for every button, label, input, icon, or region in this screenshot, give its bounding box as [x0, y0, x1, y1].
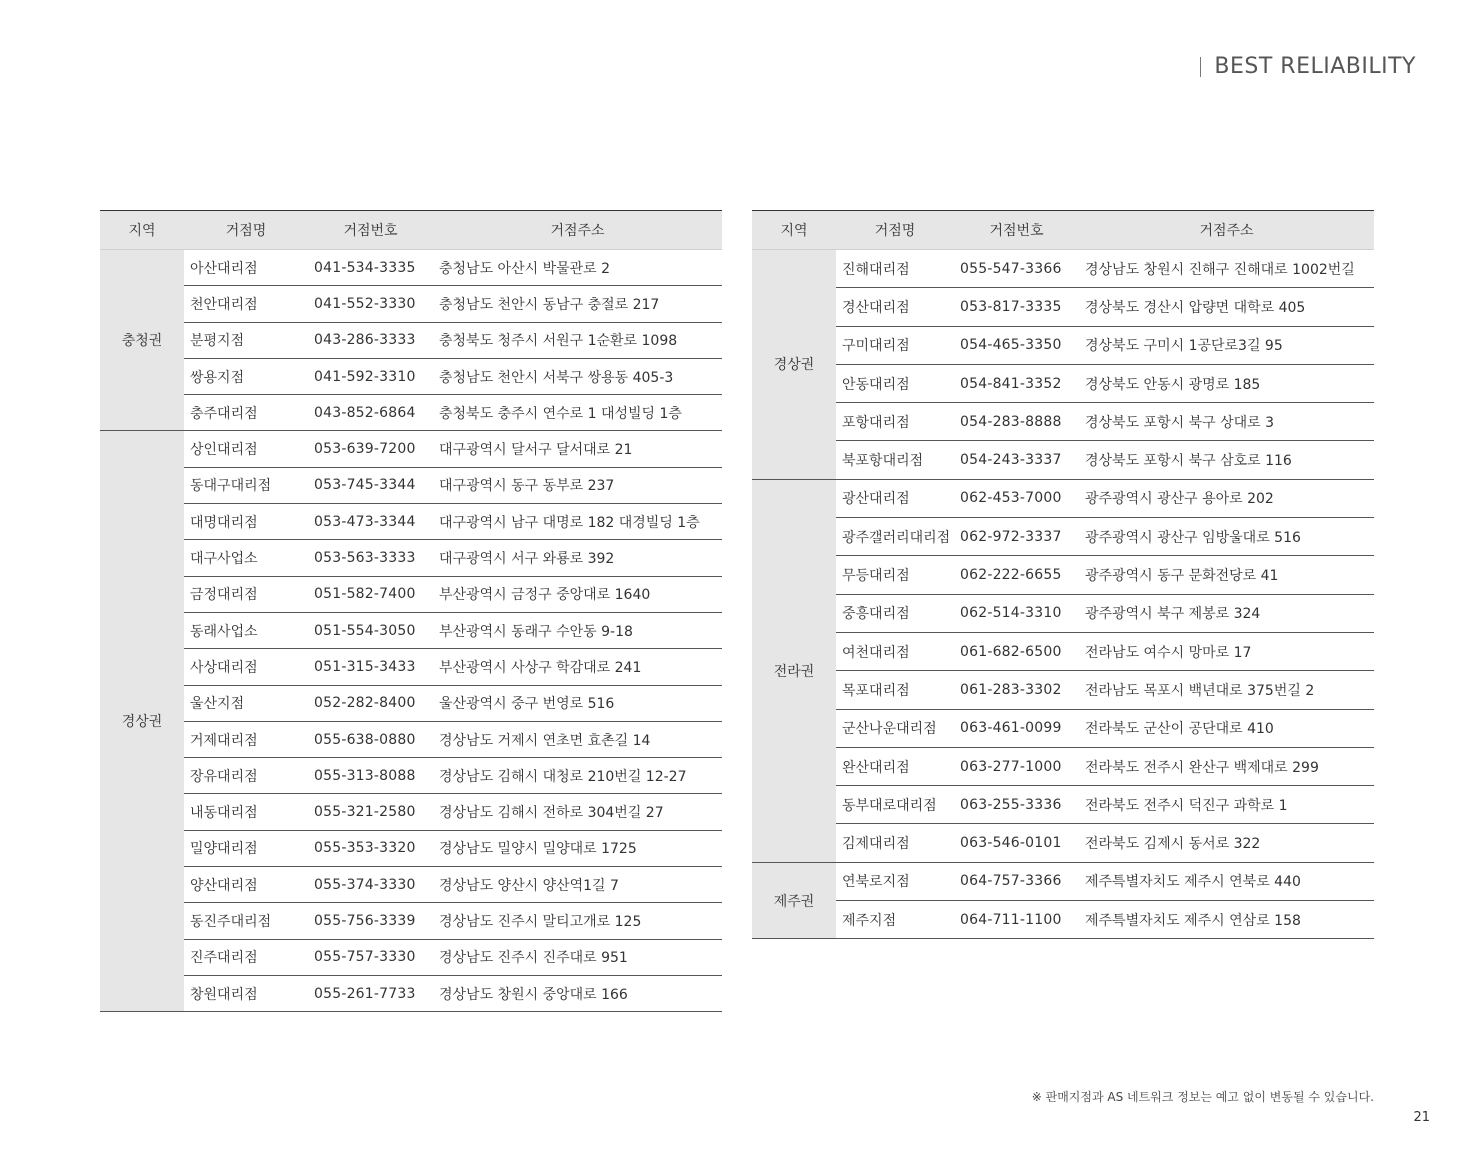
branch-phone-cell: 051-582-7400 — [308, 576, 433, 612]
branch-address-cell: 경상북도 포항시 북구 삼호로 116 — [1079, 441, 1374, 479]
branch-phone-cell: 055-261-7733 — [308, 975, 433, 1011]
branch-address-cell: 충청북도 충주시 연수로 1 대성빌딩 1층 — [433, 395, 722, 431]
column-header-phone: 거점번호 — [308, 211, 433, 250]
table-header-row — [752, 211, 1374, 250]
branch-name-cell: 천안대리점 — [184, 286, 308, 322]
branch-table-right — [752, 210, 1374, 939]
region-cell: 경상권 — [752, 250, 836, 480]
branch-phone-cell: 052-282-8400 — [308, 685, 433, 721]
branch-address-cell: 경상남도 밀양시 밀양대로 1725 — [433, 830, 722, 866]
branch-phone-cell: 055-313-8088 — [308, 758, 433, 794]
table-row — [100, 830, 722, 866]
branch-phone-cell: 054-243-3337 — [954, 441, 1079, 479]
branch-address-cell: 충청남도 천안시 서북구 쌍용동 405-3 — [433, 358, 722, 394]
table-row — [100, 794, 722, 830]
table-row — [752, 862, 1374, 900]
table-body — [752, 250, 1374, 939]
branch-name-cell: 동대구대리점 — [184, 467, 308, 503]
branch-name-cell: 완산대리점 — [836, 747, 954, 785]
branch-name-cell: 동부대로대리점 — [836, 786, 954, 824]
branch-phone-cell: 043-852-6864 — [308, 395, 433, 431]
table-row — [100, 649, 722, 685]
table-row — [752, 594, 1374, 632]
branch-phone-cell: 061-283-3302 — [954, 671, 1079, 709]
table-row — [752, 709, 1374, 747]
region-cell: 경상권 — [100, 431, 184, 1012]
branch-phone-cell: 063-255-3336 — [954, 786, 1079, 824]
table-row — [752, 518, 1374, 556]
table-row — [752, 671, 1374, 709]
branch-name-cell: 장유대리점 — [184, 758, 308, 794]
branch-phone-cell: 064-711-1100 — [954, 901, 1079, 939]
branch-name-cell: 연북로지점 — [836, 862, 954, 900]
branch-address-cell: 부산광역시 사상구 학감대로 241 — [433, 649, 722, 685]
branch-phone-cell: 043-286-3333 — [308, 322, 433, 358]
branch-name-cell: 대구사업소 — [184, 540, 308, 576]
branch-name-cell: 포항대리점 — [836, 403, 954, 441]
branch-address-cell: 제주특별자치도 제주시 연삼로 158 — [1079, 901, 1374, 939]
column-header-address: 거점주소 — [433, 211, 722, 250]
branch-address-cell: 경상북도 포항시 북구 상대로 3 — [1079, 403, 1374, 441]
branch-phone-cell: 063-546-0101 — [954, 824, 1079, 862]
footnote: ※ 판매지점과 AS 네트워크 정보는 예고 없이 변동될 수 있습니다. — [1031, 1090, 1374, 1104]
branch-phone-cell: 041-534-3335 — [308, 250, 433, 286]
branch-address-cell: 부산광역시 금정구 중앙대로 1640 — [433, 576, 722, 612]
column-header-region: 지역 — [100, 211, 184, 250]
branch-name-cell: 울산지점 — [184, 685, 308, 721]
branch-address-cell: 충청남도 아산시 박물관로 2 — [433, 250, 722, 286]
branch-address-cell: 전라남도 목포시 백년대로 375번길 2 — [1079, 671, 1374, 709]
branch-address-cell: 경상북도 구미시 1공단로3길 95 — [1079, 326, 1374, 364]
branch-phone-cell: 055-756-3339 — [308, 903, 433, 939]
branch-name-cell: 김제대리점 — [836, 824, 954, 862]
branch-address-cell: 광주광역시 북구 제봉로 324 — [1079, 594, 1374, 632]
branch-name-cell: 대명대리점 — [184, 504, 308, 540]
table-row — [100, 431, 722, 467]
branch-address-cell: 전라북도 전주시 덕진구 과학로 1 — [1079, 786, 1374, 824]
branch-name-cell: 제주지점 — [836, 901, 954, 939]
branch-name-cell: 동래사업소 — [184, 612, 308, 648]
page-header — [1200, 54, 1416, 79]
branch-phone-cell: 062-972-3337 — [954, 518, 1079, 556]
region-cell: 충청권 — [100, 250, 184, 431]
branch-name-cell: 목포대리점 — [836, 671, 954, 709]
branch-address-cell: 경상남도 김해시 대청로 210번길 12-27 — [433, 758, 722, 794]
table-row — [100, 758, 722, 794]
table-row — [752, 556, 1374, 594]
table-row — [100, 358, 722, 394]
branch-address-cell: 광주광역시 광산구 용아로 202 — [1079, 479, 1374, 517]
table-row — [100, 286, 722, 322]
branch-name-cell: 동진주대리점 — [184, 903, 308, 939]
table-row — [752, 901, 1374, 939]
branch-name-cell: 광산대리점 — [836, 479, 954, 517]
branch-phone-cell: 054-283-8888 — [954, 403, 1079, 441]
region-cell: 전라권 — [752, 479, 836, 862]
header-divider — [1200, 57, 1201, 77]
branch-name-cell: 진주대리점 — [184, 939, 308, 975]
branch-address-cell: 부산광역시 동래구 수안동 9-18 — [433, 612, 722, 648]
branch-name-cell: 아산대리점 — [184, 250, 308, 286]
branch-name-cell: 여천대리점 — [836, 632, 954, 670]
branch-address-cell: 경상남도 김해시 전하로 304번길 27 — [433, 794, 722, 830]
branch-name-cell: 금정대리점 — [184, 576, 308, 612]
branch-address-cell: 충청북도 청주시 서원구 1순환로 1098 — [433, 322, 722, 358]
branch-phone-cell: 063-277-1000 — [954, 747, 1079, 785]
branch-phone-cell: 053-745-3344 — [308, 467, 433, 503]
branch-address-cell: 경상남도 진주시 진주대로 951 — [433, 939, 722, 975]
branch-name-cell: 진해대리점 — [836, 250, 954, 288]
table-row — [100, 721, 722, 757]
table-row — [100, 975, 722, 1011]
branch-phone-cell: 055-757-3330 — [308, 939, 433, 975]
branch-phone-cell: 064-757-3366 — [954, 862, 1079, 900]
branch-name-cell: 광주갤러리대리점 — [836, 518, 954, 556]
branch-name-cell: 충주대리점 — [184, 395, 308, 431]
column-header-address: 거점주소 — [1079, 211, 1374, 250]
branch-phone-cell: 062-222-6655 — [954, 556, 1079, 594]
branch-phone-cell: 062-453-7000 — [954, 479, 1079, 517]
branch-address-cell: 대구광역시 서구 와룡로 392 — [433, 540, 722, 576]
branch-name-cell: 창원대리점 — [184, 975, 308, 1011]
branch-table-left — [100, 210, 722, 1012]
branch-address-cell: 제주특별자치도 제주시 연북로 440 — [1079, 862, 1374, 900]
table-row — [100, 250, 722, 286]
table-row — [100, 467, 722, 503]
table-row — [100, 612, 722, 648]
table-row — [752, 326, 1374, 364]
branch-name-cell: 무등대리점 — [836, 556, 954, 594]
branch-address-cell: 경상남도 창원시 진해구 진해대로 1002번길 — [1079, 250, 1374, 288]
table-row — [752, 747, 1374, 785]
column-header-name: 거점명 — [836, 211, 954, 250]
branch-phone-cell: 055-638-0880 — [308, 721, 433, 757]
branch-phone-cell: 054-841-3352 — [954, 364, 1079, 402]
table-row — [752, 441, 1374, 479]
page-number: 21 — [1413, 1110, 1430, 1125]
branch-name-cell: 분평지점 — [184, 322, 308, 358]
branch-address-cell: 경상남도 양산시 양산역1길 7 — [433, 867, 722, 903]
branch-address-cell: 전라북도 전주시 완산구 백제대로 299 — [1079, 747, 1374, 785]
branch-name-cell: 거제대리점 — [184, 721, 308, 757]
table-header-row — [100, 211, 722, 250]
table-row — [752, 250, 1374, 288]
column-header-region: 지역 — [752, 211, 836, 250]
branch-name-cell: 군산나운대리점 — [836, 709, 954, 747]
branch-phone-cell: 063-461-0099 — [954, 709, 1079, 747]
branch-name-cell: 내동대리점 — [184, 794, 308, 830]
branch-address-cell: 경상남도 거제시 연초면 효촌길 14 — [433, 721, 722, 757]
table-row — [100, 939, 722, 975]
branch-name-cell: 경산대리점 — [836, 288, 954, 326]
table-row — [752, 479, 1374, 517]
table-row — [100, 540, 722, 576]
table-row — [100, 576, 722, 612]
table-row — [100, 395, 722, 431]
branch-name-cell: 사상대리점 — [184, 649, 308, 685]
branch-phone-cell: 053-563-3333 — [308, 540, 433, 576]
table-row — [100, 322, 722, 358]
branch-phone-cell: 041-592-3310 — [308, 358, 433, 394]
table-row — [100, 867, 722, 903]
branch-address-cell: 광주광역시 광산구 임방울대로 516 — [1079, 518, 1374, 556]
branch-address-cell: 대구광역시 달서구 달서대로 21 — [433, 431, 722, 467]
branch-address-cell: 대구광역시 동구 동부로 237 — [433, 467, 722, 503]
branch-address-cell: 울산광역시 중구 번영로 516 — [433, 685, 722, 721]
branch-phone-cell: 055-374-3330 — [308, 867, 433, 903]
branch-address-cell: 경상북도 경산시 압량면 대학로 405 — [1079, 288, 1374, 326]
branch-address-cell: 전라남도 여수시 망마로 17 — [1079, 632, 1374, 670]
table-row — [752, 403, 1374, 441]
branch-phone-cell: 053-639-7200 — [308, 431, 433, 467]
branch-phone-cell: 055-547-3366 — [954, 250, 1079, 288]
table-row — [752, 824, 1374, 862]
region-cell: 제주권 — [752, 862, 836, 939]
branch-address-cell: 경상남도 창원시 중앙대로 166 — [433, 975, 722, 1011]
branch-address-cell: 전라북도 군산이 공단대로 410 — [1079, 709, 1374, 747]
branch-address-cell: 대구광역시 남구 대명로 182 대경빌딩 1층 — [433, 504, 722, 540]
branch-phone-cell: 055-353-3320 — [308, 830, 433, 866]
branch-phone-cell: 055-321-2580 — [308, 794, 433, 830]
branch-name-cell: 양산대리점 — [184, 867, 308, 903]
branch-address-cell: 광주광역시 동구 문화전당로 41 — [1079, 556, 1374, 594]
branch-address-cell: 충청남도 천안시 동남구 충절로 217 — [433, 286, 722, 322]
branch-phone-cell: 041-552-3330 — [308, 286, 433, 322]
table-row — [752, 364, 1374, 402]
branch-phone-cell: 062-514-3310 — [954, 594, 1079, 632]
branch-name-cell: 안동대리점 — [836, 364, 954, 402]
branch-name-cell: 밀양대리점 — [184, 830, 308, 866]
branch-name-cell: 북포항대리점 — [836, 441, 954, 479]
table-row — [752, 632, 1374, 670]
branch-name-cell: 중흥대리점 — [836, 594, 954, 632]
branch-phone-cell: 053-817-3335 — [954, 288, 1079, 326]
column-header-phone: 거점번호 — [954, 211, 1079, 250]
branch-address-cell: 경상북도 안동시 광명로 185 — [1079, 364, 1374, 402]
branch-phone-cell: 051-315-3433 — [308, 649, 433, 685]
table-row — [100, 903, 722, 939]
branch-name-cell: 상인대리점 — [184, 431, 308, 467]
branch-address-cell: 경상남도 진주시 말티고개로 125 — [433, 903, 722, 939]
table-row — [752, 288, 1374, 326]
branch-name-cell: 쌍용지점 — [184, 358, 308, 394]
table-row — [100, 685, 722, 721]
branch-phone-cell: 061-682-6500 — [954, 632, 1079, 670]
table-row — [100, 504, 722, 540]
branch-name-cell: 구미대리점 — [836, 326, 954, 364]
table-body — [100, 250, 722, 1012]
table-row — [752, 786, 1374, 824]
branch-phone-cell: 051-554-3050 — [308, 612, 433, 648]
header-title: BEST RELIABILITY — [1214, 54, 1416, 79]
column-header-name: 거점명 — [184, 211, 308, 250]
branch-phone-cell: 054-465-3350 — [954, 326, 1079, 364]
branch-address-cell: 전라북도 김제시 동서로 322 — [1079, 824, 1374, 862]
branch-phone-cell: 053-473-3344 — [308, 504, 433, 540]
